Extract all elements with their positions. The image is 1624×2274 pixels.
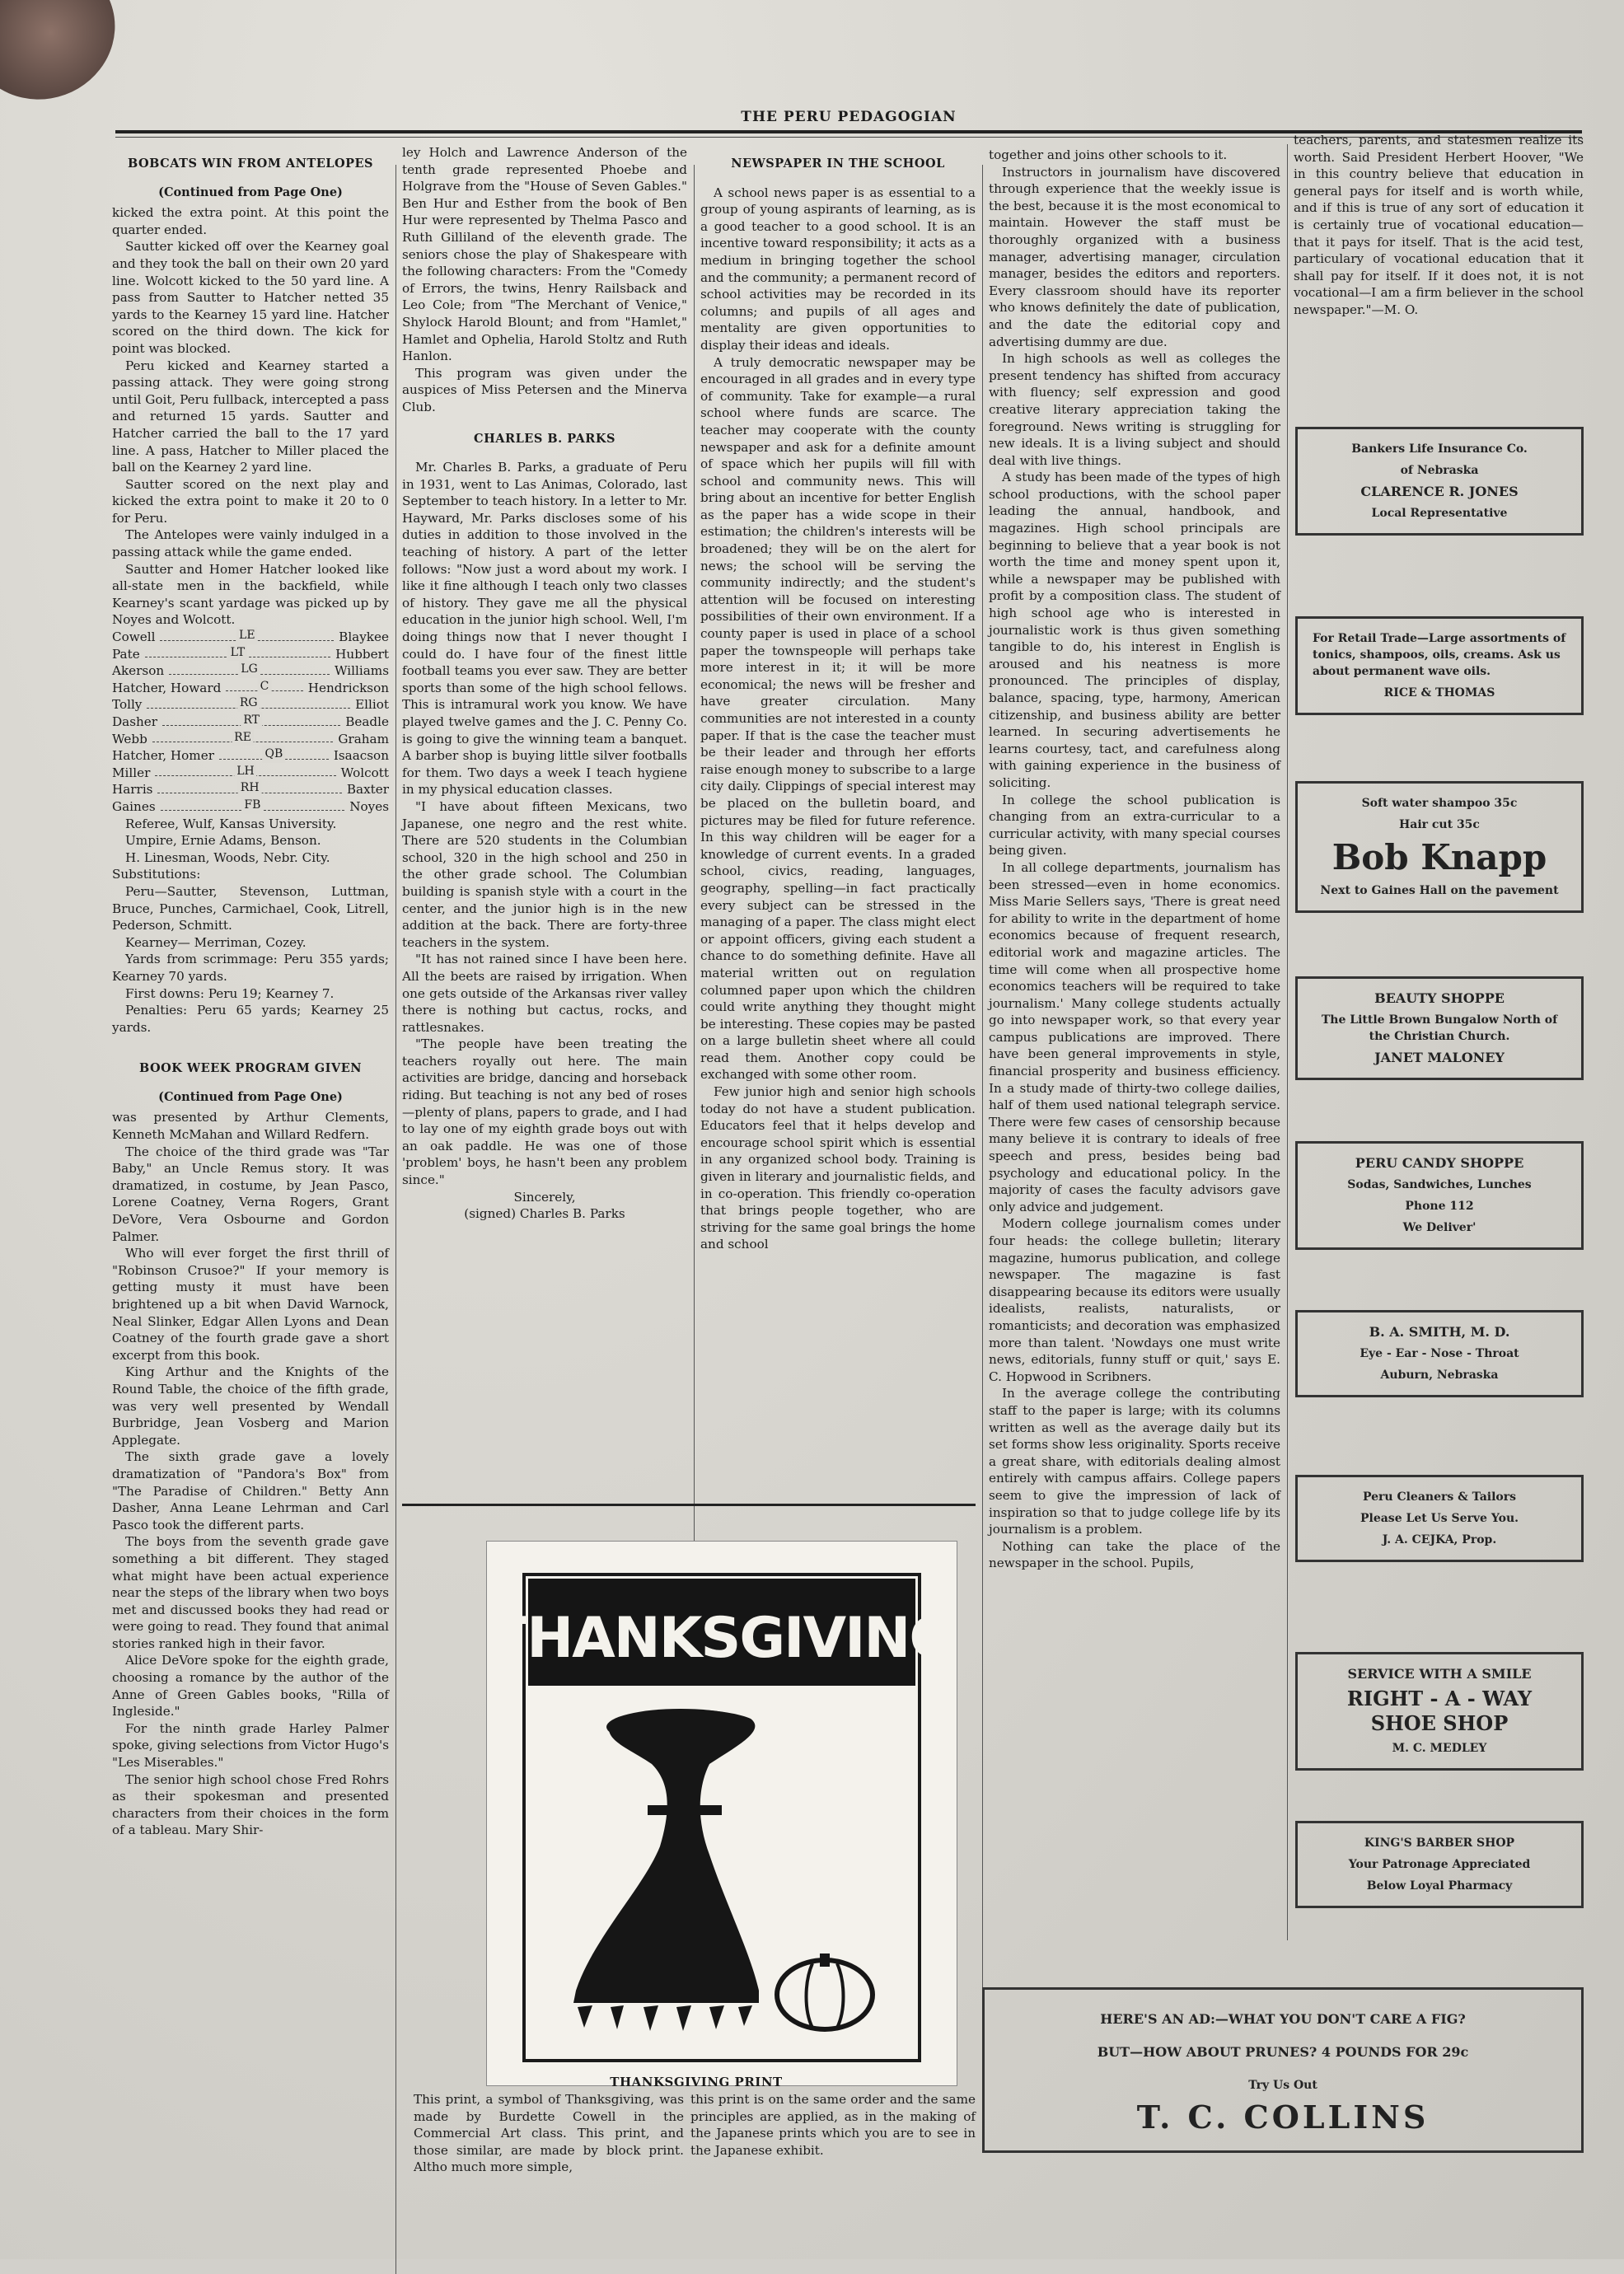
paragraph: ley Holch and Lawrence Anderson of the tenth grade represented Phoebe and Holgrave from the "House of Seven Gables." Ben Hur and Esther from the book of Ben Hur were represented by Thelma Pasco and Ruth Gilliland of the eleventh grade. The seniors chose the play of Shakespeare with the following characters: From the "Comedy of Errors, the twins, Henry Railsback and Leo Cole; from "The Merchant of Venice," Shylock Harold Blount; and from "Hamlet," Hamlet and Ophelia, Harold Stoltz and Ruth Hanlon. (402, 145, 687, 364)
ad-line: Please Let Us Serve You. (1360, 1512, 1519, 1525)
ad-line: CLARENCE R. JONES (1360, 484, 1519, 499)
lineup-row (112, 765, 389, 782)
ad-bankers-life (1295, 427, 1584, 536)
ad-line: SERVICE WITH A SMILE (1347, 1666, 1532, 1682)
paragraph: Nothing can take the place of the newspaper in the school. Pupils, (989, 1538, 1280, 1571)
thanksgiving-block-print (487, 1542, 957, 2085)
lineup-leader (219, 747, 329, 760)
paragraph: The choice of the third grade was "Tar Baby," an Uncle Remus story. It was dramatized, in costume, by Jean Pasco, Lorene Coatney, Verna Rogers, Grant DeVore, Vera Osbourne and Gordon Palmer. (112, 1144, 389, 1244)
paragraph: Few junior high and senior high schools today do not have a student publication. Educators feel that it helps develop and encourage school spirit which is essential in any organized school body. Training is given in literary and journalistic fields, and in co-operation. This friendly co-operation that brings people together, who are striving for the same goal brings the home and school (700, 1084, 976, 1252)
headline-book-week: BOOK WEEK PROGRAM GIVEN (138, 1061, 363, 1076)
ad-big-name: T. C. COLLINS (1136, 2099, 1430, 2136)
ad-line: Your Patronage Appreciated (1348, 1858, 1531, 1871)
print-caption-title: THANKSGIVING PRINT (610, 2075, 783, 2089)
paragraph: Alice DeVore spoke for the eighth grade, choosing a romance by the author of the Anne of Green Gables books, "Rilla of Ingleside." (112, 1653, 389, 1720)
masthead: THE PERU PEDAGOGIAN (741, 109, 957, 125)
position: RT (241, 712, 262, 729)
ad-line: We Deliver' (1402, 1221, 1477, 1234)
paragraph: First downs: Peru 19; Kearney 7. (125, 985, 335, 1001)
print-rule (402, 1504, 976, 1506)
paragraph: Substitutions: (112, 867, 201, 882)
lineup-leader (157, 781, 341, 793)
continued-note: (Continued from Page One) (158, 185, 343, 199)
lineup-leader (145, 646, 330, 658)
lineup-leader (169, 662, 330, 675)
paragraph: A school news paper is as essential to a group of young aspirants of learning, as is a good teacher to a good school. It is an incentive toward responsibility; it acts as a medium in bringing together the school and the community; a permanent record of school activities may be recorded in its columns; and pupils of all ages and mentality are given opportunities to display their ideas and ideals. (700, 185, 976, 353)
paragraph: "The people have been treating the teachers royally out here. The main activities are bridge, dancing and horseback riding. But teaching is not any bed of roses—plenty of plans, papers to grade, and I had to lay one of my eighth grade boys out with an oak paddle. He was one of those 'problem' boys, he hasn't been any problem since." (402, 1036, 687, 1188)
position: LE (236, 627, 258, 644)
lineup-leader (155, 765, 335, 777)
kearney-player: Baxter (346, 782, 389, 798)
paragraph: Sautter scored on the next play and kicked the extra point to make it 20 to 0 for Peru. (112, 476, 389, 526)
position: LH (234, 763, 257, 780)
ad-line: JANET MALONEY (1374, 1050, 1505, 1065)
ad-line: RICE & THOMAS (1383, 686, 1495, 700)
ad-line: HERE'S AN AD:—WHAT YOU DON'T CARE A FIG? (1100, 2011, 1466, 2027)
paragraph: "I have about fifteen Mexicans, two Japanese, one negro and the rest white. There are 520 students in the Columbian school, 320 in the high school and 250 in the other grade school. The Columbian building is spanish style with a court in the center, and the junior high is in the new addition at the back. There are forty-three teachers in the system. (402, 798, 687, 950)
lineup-row (112, 662, 389, 680)
lineup-leader (147, 696, 350, 709)
kearney-player: Hendrickson (307, 680, 389, 695)
ad-line: BEAUTY SHOPPE (1374, 990, 1505, 1006)
ad-line: of Nebraska (1400, 464, 1479, 477)
paragraph: A study has been made of the types of high school productions, with the school paper leading the annual, handbook, and magazines. High school principals are beginning to believe that a year book is not worth the time and money spent upon it, while a newspaper may be published with profit by a composition class. The student of high school age who is interested in journalistic work is thus given something tangible to do, his interest in English is aroused and his neatness is more pronounced. The principles of display, balance, spacing, type, harmony, American citizenship, and business ability are better learned. In securing advertisements he learns courtesy, tact, and carefulness along with gaining experience in the business of soliciting. (989, 470, 1280, 790)
paragraph: Peru kicked and Kearney started a passing attack. They were going strong until Goit, Peru fullback, intercepted a pass and returned 15 yards. Sautter and Hatcher carried the ball to the 17 yard line. A pass, Hatcher to Miller placed the ball on the Kearney 2 yard line. (112, 358, 389, 475)
position: QB (263, 746, 286, 763)
paragraph: For the ninth grade Harley Palmer spoke, giving selections from Victor Hugo's "Les Miserables." (112, 1720, 389, 1771)
column-4 (989, 147, 1280, 1572)
lineup-leader (152, 731, 334, 743)
paragraph: was presented by Arthur Clements, Kenneth McMahan and Willard Redfern. (112, 1110, 389, 1143)
peru-player: Tolly (112, 697, 143, 713)
paragraph: Yards from scrimmage: Peru 355 yards; Kearney 70 yards. (112, 952, 389, 984)
column-1 (112, 144, 389, 1839)
paragraph: kicked the extra point. At this point the quarter ended. (112, 205, 389, 237)
ad-beauty-shoppe (1295, 976, 1584, 1080)
column-rule (982, 165, 983, 2109)
column-rule (1287, 144, 1288, 1940)
paragraph: together and joins other schools to it. (989, 147, 1228, 162)
ad-line: Bankers Life Insurance Co. (1351, 442, 1528, 456)
paragraph: In the average college the contributing staff to the paper is large; with its columns written as well as the average daily but its set forms show less originality. Sports receive a great share, with editorials dealing almost entirely with campus affairs. College papers seem to give the impression of lack of inspiration so that to judge college life by its journalism is a problem. (989, 1386, 1280, 1537)
ad-big-line: RIGHT - A - WAY (1346, 1687, 1533, 1710)
ad-line: J. A. CEJKA, Prop. (1382, 1533, 1497, 1546)
ad-line: B. A. SMITH, M. D. (1369, 1324, 1510, 1340)
kearney-player: Hubbert (335, 646, 389, 662)
lineup-row (112, 714, 389, 731)
paragraph: The senior high school chose Fred Rohrs as their spokesman and presented characters from their choices in the form of a tableau. Mary Shir- (112, 1771, 389, 1838)
ad-line: For Retail Trade—Large assortments of tonics, shampoos, oils, creams. Ask us about permanent wave oils. (1313, 632, 1566, 678)
lineup-row (112, 781, 389, 798)
peru-player: Pate (112, 646, 140, 662)
lineup-row (112, 646, 389, 663)
kearney-player: Elliot (355, 697, 389, 713)
paragraph: teachers, parents, and statesmen realize its worth. Said President Herbert Hoover, "We in this country believe that education in general pays for itself and is worth while, and if this is true of any sort of education it is certainly true of vocational education—that it pays for itself. That is the acid test, particulary of vocational education that it shall pay for itself. If it does not, it is not vocational—I am a firm believer in the school newspaper."—M. O. (1294, 133, 1584, 317)
paragraph: Instructors in journalism have discovered through experience that the weekly issue is the best, because it is the most economical to maintain. However the staff must be thoroughly organized with a business manager, advertising manager, circulation manager, besides the editors and reporters. Every classroom should have its reporter who knows definitely the date of publication, and the date the editorial copy and advertising dummy are due. (989, 164, 1280, 349)
kearney-player: Noyes (349, 798, 389, 814)
paragraph: A truly democratic newspaper may be encouraged in all grades and in every type of community. Take for example—a rural school where funds are scarce. The teacher may cooperate with the county newspaper and ask for a definite amount of space which her pupils will fill with school and community news. This will bring about an incentive for better English as the paper has a wide scope in their estimation; the children's interests will be broadened; they will be on the alert for news; the school will be serving the community indirectly; and the student's attention will be focused on interesting possibilities of their own environment. If a county paper is used in place of a school paper the townspeople will perhaps take more interest in it; it will be more economical; the news will be fresher and have greater circulation. Many communities are not interested in a county paper. If that is the case the teacher must be their leader and through her efforts raise enough money to subscribe to a large city daily. Clippings of special interest may be placed on the bulletin board, and pictures may be filed for future reference. In this way children will be eager for a knowledge of current events. In a graded school, civics, reading, languages, geography, spelling—in fact practically every subject can be stressed in the managing of a paper. The class might elect or appoint officers, giving each student a chance to do something definite. Have all material written out on regulation columned paper upon which the children could write anything they thought might be interesting. These copies may be pasted on a large bulletin sheet where all could read them. Another copy could be exchanged with some other room. (700, 354, 976, 1083)
ad-line: Eye - Ear - Nose - Throat (1360, 1347, 1519, 1360)
ad-line: Next to Gaines Hall on the pavement (1320, 884, 1559, 897)
kearney-player: Isaacson (333, 748, 389, 764)
ad-big-line: SHOE SHOP (1370, 1711, 1509, 1735)
lineup-row (112, 798, 389, 816)
peru-player: Hatcher, Homer (112, 748, 214, 764)
peru-player: Hatcher, Howard (112, 680, 222, 695)
paragraph: King Arthur and the Knights of the Round Table, the choice of the fifth grade, was very well presented by Wendall Burbridge, Jean Vosberg and Marion Applegate. (112, 1364, 389, 1448)
position: RE (232, 729, 254, 746)
ad-line: BUT—HOW ABOUT PRUNES? 4 POUNDS FOR 29c (1097, 2044, 1469, 2060)
lineup-row (112, 731, 389, 748)
lineup-leader (161, 798, 345, 811)
paragraph: "It has not rained since I have been here. All the beets are raised by irrigation. When one gets outside of the Arkansas river valley there is nothing but cactus, rocks, and rattlesnakes. (402, 952, 687, 1035)
lineup-leader (160, 629, 334, 641)
paragraph: Umpire, Ernie Adams, Benson. (125, 833, 321, 849)
peru-player: Gaines (112, 798, 156, 814)
paragraph: Mr. Charles B. Parks, a graduate of Peru in 1931, went to Las Animas, Colorado, last September to teach history. In a letter to Mr. Hayward, Mr. Parks discloses some of his duties in addition to those involved in the teaching of history. A part of the letter follows: "Now just a word about my work. I like it fine although I teach only two classes of history. They gave me all the physical education in the junior high school. Well, I'm doing things now that I never thought I could do. I have four of the finest little football teams you ever saw. They are better sports than some of the high school fellows. This is intramural work you know. We have played twelve games and the J. C. Penny Co. is going to give the winning team a banquet. A barber shop is buying little silver footballs for them. Two days a week I teach hygiene in my physical education classes. (402, 460, 687, 798)
position: C (258, 678, 272, 695)
ad-line: KING'S BARBER SHOP (1364, 1837, 1515, 1850)
position: LT (228, 644, 248, 662)
paragraph: Who will ever forget the first thrill of "Robinson Crusoe?" If your memory is getting musty it must have been brightened up a bit when David Warnock, Neal Slinker, Edgar Allen Lyons and Dean Coatney of the fourth grade gave a short excerpt from this book. (112, 1246, 389, 1363)
paragraph: In all college departments, journalism has been stressed—even in home economics. Miss Marie Sellers says, 'There is great need for ability to write in the department of home economics because of frequent research, editorial work and magazine articles. The time will come when all prospective home economics teachers will be required to take journalism.' Many college students actually go into newspaper work, so that every year campus publications are improved. There have been general improvements in style, financial prosperity and business efficiency. In a study made of thirty-two college dailies, half of them used national telegraph service. There were few cases of censorship because many believe it is contrary to ideals of free speech and press, besides being bad psychology and educational policy. In the majority of cases the faculty advisors gave only advice and judgement. (989, 859, 1280, 1214)
ad-ba-smith (1295, 1310, 1584, 1397)
peru-player: Webb (112, 731, 147, 746)
ad-line: Local Representative (1371, 507, 1508, 520)
peru-player: Cowell (112, 629, 156, 645)
ad-kings-barber-shop (1295, 1821, 1584, 1908)
print-caption-right: this print is on the same order and the same principles are applied, as in the making of the Japanese prints which you are to see in the Japanese exhibit. (690, 2092, 976, 2158)
lineup-leader (162, 714, 340, 726)
headline-parks: CHARLES B. PARKS (474, 431, 615, 446)
paragraph: Sautter kicked off over the Kearney goal and they took the ball on their own 20 yard line. Wolcott kicked to the 50 yard line. A pass from Sautter to Hatcher netted 35 yards to the Kearney 15 yard line. Hatcher scored on the third down. The kick for point was blocked. (112, 239, 389, 356)
scanner-thumb (0, 0, 135, 120)
paragraph: The boys from the seventh grade gave something a bit different. They staged what might have been actual experience near the steps of the library when two boys met and discussed books they had read or were going to read. They found that animal stories ranked high in their favor. (112, 1534, 389, 1651)
kearney-player: Blaykee (339, 629, 389, 645)
peru-player: Akerson (112, 663, 165, 679)
paragraph: In high schools as well as colleges the present tendency has shifted from accuracy with fluency; self expression and good creative literary appreciation taking the foreground. News writing is struggling for new ideals. It is a living subject and should deal with live things. (989, 351, 1280, 468)
lineup-leader (226, 680, 302, 692)
ad-peru-cleaners (1295, 1475, 1584, 1562)
paragraph: This program was given under the auspices of Miss Petersen and the Minerva Club. (402, 365, 687, 414)
ad-line: PERU CANDY SHOPPE (1355, 1155, 1524, 1171)
ad-line: Below Loyal Pharmacy (1366, 1879, 1513, 1893)
position: FB (241, 797, 263, 814)
column-3 (700, 144, 976, 1253)
signature-closing: Sincerely, (513, 1189, 576, 1205)
ad-tc-collins (982, 1987, 1584, 2153)
column-5-text (1294, 132, 1584, 319)
ad-peru-candy-shoppe (1295, 1141, 1584, 1250)
lineup-row (112, 680, 389, 697)
paragraph: Sautter and Homer Hatcher looked like all-state men in the backfield, while Kearney's scant yardage was picked up by Noyes and Wolcott. (112, 561, 389, 628)
paragraph: Modern college journalism comes under four heads: the college bulletin; literary magazine, humorus publication, and college newspaper. The magazine is fast disappearing because its editors were usually idealists, realists, naturalists, or romanticists; and decoration was emphasized more than talent. 'Nowdays one must write news, editorials, funny stuff or quit,' says E. C. Hopwood in Scribners. (989, 1216, 1280, 1384)
column-2 (402, 144, 687, 1223)
paragraph: The Antelopes were vainly indulged in a passing attack while the game ended. (112, 527, 389, 560)
column-rule (395, 165, 396, 2274)
paragraph: Penalties: Peru 65 yards; Kearney 25 yards. (112, 1003, 389, 1035)
ad-line: Auburn, Nebraska (1380, 1369, 1499, 1382)
paragraph: Referee, Wulf, Kansas University. (125, 816, 337, 831)
ad-line: M. C. MEDLEY (1392, 1742, 1487, 1755)
paragraph: Kearney— Merriman, Cozey. (125, 934, 307, 950)
kearney-player: Wolcott (340, 765, 389, 780)
lineup-row (112, 747, 389, 765)
lineup-row (112, 629, 389, 646)
headline-bobcats: BOBCATS WIN FROM ANTELOPES (127, 157, 374, 171)
column-rule (694, 165, 695, 1582)
ad-line: Try Us Out (1248, 2079, 1317, 2092)
ad-line: Hair cut 35c (1399, 818, 1480, 831)
ad-line: Sodas, Sandwiches, Lunches (1347, 1178, 1532, 1191)
position: LG (238, 661, 260, 678)
game-officials (112, 816, 389, 1036)
ad-line: Peru Cleaners & Tailors (1362, 1490, 1517, 1504)
print-title: THANKSGIVING (489, 1606, 954, 1671)
position: RH (238, 779, 262, 797)
continued-note: (Continued from Page One) (158, 1089, 343, 1104)
lineup-row (112, 696, 389, 714)
signature-name: (signed) Charles B. Parks (464, 1206, 625, 1222)
kearney-player: Graham (338, 731, 389, 746)
headline-newspaper: NEWSPAPER IN THE SCHOOL (731, 157, 945, 171)
ad-line: Soft water shampoo 35c (1361, 797, 1518, 810)
print-caption-left: This print, a symbol of Thanksgiving, was made by Burdette Cowell in the Commercial Art class. This print, and those similar, are made by block print. Altho much more simple, (414, 2092, 684, 2175)
lineup-table (112, 629, 389, 816)
peru-player: Harris (112, 782, 153, 798)
ad-big-name: Bob Knapp (1331, 837, 1547, 877)
book-week-body (112, 1109, 389, 1839)
paragraph: H. Linesman, Woods, Nebr. City. (125, 849, 330, 865)
peru-player: Miller (112, 765, 151, 780)
position: RG (237, 695, 260, 712)
paragraph: Peru—Sautter, Stevenson, Luttman, Bruce, Punches, Carmichael, Cook, Litrell, Pederson, Schmitt. (112, 883, 389, 933)
kearney-player: Beadle (345, 714, 389, 729)
paragraph: The sixth grade gave a lovely dramatization of "Pandora's Box" from "The Paradise of Children." Betty Ann Dasher, Anna Leane Lehrman and Carl Pasco took the different parts. (112, 1449, 389, 1532)
ad-right-a-way-shoe-shop (1295, 1652, 1584, 1771)
ad-bob-knapp (1295, 781, 1584, 913)
thanksgiving-print (486, 1541, 957, 2086)
bobcats-body (112, 204, 389, 629)
ad-line: The Little Brown Bungalow North of the Christian Church. (1321, 1013, 1558, 1043)
peru-player: Dasher (112, 714, 158, 729)
paragraph: In college the school publication is changing from an extra-curricular to a curricular activity, with many special courses being given. (989, 792, 1280, 859)
kearney-player: Williams (334, 663, 389, 679)
ad-line: Phone 112 (1405, 1200, 1474, 1213)
ad-rice-thomas (1295, 616, 1584, 715)
